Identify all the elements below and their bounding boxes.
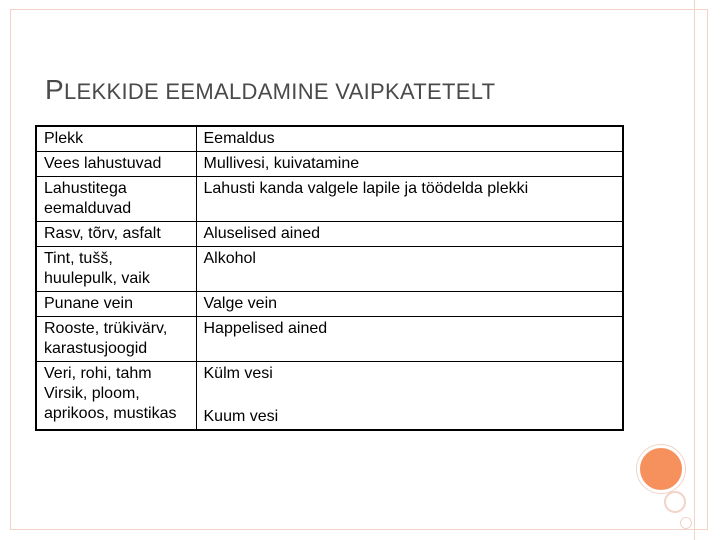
removal-cell: Mullivesi, kuivatamine bbox=[196, 152, 623, 177]
stain-cell: Rasv, tõrv, asfalt bbox=[36, 222, 196, 247]
slide-title-rest: LEKKIDE EEMALDAMINE VAIPKATETELT bbox=[63, 79, 496, 104]
table-row bbox=[36, 126, 623, 152]
table-row bbox=[36, 247, 623, 292]
removal-cell: Valge vein bbox=[196, 292, 623, 317]
stain-cell: Vees lahustuvad bbox=[36, 152, 196, 177]
line-gap bbox=[204, 384, 616, 407]
decorative-circle-medium bbox=[664, 491, 686, 513]
removal-line: Külm vesi bbox=[203, 365, 273, 382]
slide-title-initial: P bbox=[45, 74, 64, 105]
table-row bbox=[36, 152, 623, 177]
table-row bbox=[36, 222, 623, 247]
stain-line: Veri, rohi, tahm bbox=[44, 365, 152, 382]
stain-cell bbox=[36, 362, 196, 431]
decorative-vertical-line bbox=[694, 0, 695, 540]
removal-cell: Lahusti kanda valgele lapile ja töödelda plekki bbox=[196, 177, 623, 222]
stain-cell: Tint, tušš, huulepulk, vaik bbox=[36, 247, 196, 292]
removal-cell: Happelised ained bbox=[196, 317, 623, 362]
removal-cell: Alkohol bbox=[196, 247, 623, 292]
removal-line: Kuum vesi bbox=[203, 408, 279, 425]
table-row bbox=[36, 177, 623, 222]
stain-cell: Rooste, trükivärv, karastusjoogid bbox=[36, 317, 196, 362]
table-row bbox=[36, 317, 623, 362]
stain-cell: Lahustitega eemalduvad bbox=[36, 177, 196, 222]
table-row bbox=[36, 292, 623, 317]
decorative-circle-small bbox=[680, 517, 692, 529]
slide-title bbox=[45, 74, 495, 106]
stain-cell: Plekk bbox=[36, 126, 196, 152]
removal-cell: Eemaldus bbox=[196, 126, 623, 152]
removal-cell bbox=[196, 362, 623, 431]
stain-line: Virsik, ploom, aprikoos, mustikas bbox=[44, 385, 177, 422]
stain-cell: Punane vein bbox=[36, 292, 196, 317]
decorative-circle-large bbox=[637, 445, 685, 493]
removal-cell: Aluselised ained bbox=[196, 222, 623, 247]
stain-removal-table bbox=[35, 125, 624, 431]
table-row bbox=[36, 362, 623, 431]
